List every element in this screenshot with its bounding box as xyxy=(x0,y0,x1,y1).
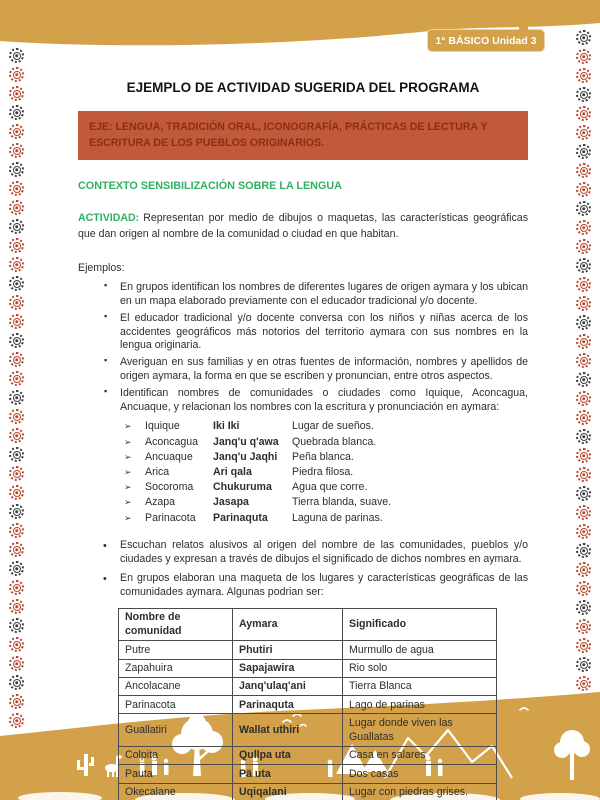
aymara-name-row xyxy=(124,495,528,510)
table-header-cell: Aymara xyxy=(233,608,343,641)
aymara-name-list xyxy=(124,419,528,525)
rosette-motif-icon xyxy=(576,277,591,292)
meaning-cell: Murmullo de agua xyxy=(343,641,497,659)
meaning-cell: Tierra Blanca xyxy=(343,677,497,695)
meaning-text: Lugar de sueños. xyxy=(292,420,374,433)
activity-text: Representan por medio de dibujos o maquetas, las características geográficas que dan origen al nombre de la comunidad o ciudad en que habitan. xyxy=(78,211,528,240)
aymara-name: Janq'u q'awa xyxy=(213,435,279,448)
rosette-motif-icon xyxy=(9,580,24,595)
place-name: Ancuaque xyxy=(145,450,193,463)
rosette-motif-icon xyxy=(576,163,591,178)
rosette-motif-icon xyxy=(9,295,24,310)
arrow-marker-icon: ➢ xyxy=(124,421,132,432)
arrow-marker-icon: ➢ xyxy=(124,436,132,447)
community-cell: Guallatiri xyxy=(119,714,233,747)
aymara-name: Jasapa xyxy=(213,496,249,509)
rosette-motif-icon xyxy=(576,505,591,520)
rosette-motif-icon xyxy=(9,105,24,120)
bullet-item: ▪ En grupos identifican los nombres de diferentes lugares de origen aymara y los ubican en un mapa elaborado previamente con el educador tradicional y/o docente. xyxy=(78,281,528,309)
rosette-motif-icon xyxy=(9,48,24,63)
rosette-motif-icon xyxy=(576,334,591,349)
context-heading: CONTEXTO SENSIBILIZACIÓN SOBRE LA LENGUA xyxy=(78,179,342,192)
community-cell: Colpita xyxy=(119,746,233,764)
rosette-motif-icon xyxy=(9,257,24,272)
rosette-motif-icon xyxy=(9,675,24,690)
rosette-motif-icon xyxy=(9,713,24,728)
community-cell: Parinacota xyxy=(119,696,233,714)
rosette-motif-icon xyxy=(9,124,24,139)
community-cell: Zapahuira xyxy=(119,659,233,677)
rosette-motif-icon xyxy=(9,371,24,386)
rosette-motif-icon xyxy=(576,467,591,482)
meaning-cell: Lugar donde viven las Guallatas xyxy=(343,714,497,747)
bullet-item: • En grupos elaboran una maqueta de los lugares y características geográficas de las comunidades aymara. Algunas podrian ser: xyxy=(78,572,528,600)
table-header-cell: Nombre de comunidad xyxy=(119,608,233,641)
aymara-cell: Sapajawira xyxy=(233,659,343,677)
rosette-motif-icon xyxy=(576,562,591,577)
aymara-name-row xyxy=(124,450,528,465)
table-header-cell: Significado xyxy=(343,608,497,641)
rosette-motif-icon xyxy=(576,30,591,45)
rosette-motif-icon xyxy=(9,618,24,633)
meaning-text: Laguna de parinas. xyxy=(292,511,383,524)
aymara-name-row xyxy=(124,465,528,480)
rosette-motif-icon xyxy=(9,504,24,519)
rosette-motif-icon xyxy=(576,676,591,691)
meaning-text: Peña blanca. xyxy=(292,450,354,463)
meaning-cell: Dos casas xyxy=(343,765,497,783)
rosette-motif-icon xyxy=(9,447,24,462)
bullet-item: ▪ El educador tradicional y/o docente conversa con los niños y niñas acerca de los accidentes geográficos más notorios del territorio aymara con sus nombres en la lengua originaria. xyxy=(78,312,528,354)
rosette-motif-icon xyxy=(576,353,591,368)
aymara-name: Janq'u Jaqhi xyxy=(213,450,278,463)
place-name: Iquique xyxy=(145,420,180,433)
arrow-marker-icon: ➢ xyxy=(124,451,132,462)
table-row xyxy=(119,765,497,783)
rosette-motif-icon xyxy=(9,219,24,234)
place-name: Azapa xyxy=(145,496,176,509)
activity-paragraph xyxy=(78,211,528,243)
rosette-motif-icon xyxy=(9,276,24,291)
meaning-text: Tierra blanda, suave. xyxy=(292,496,392,509)
activity-label: ACTIVIDAD: xyxy=(78,211,140,224)
arrow-marker-icon: ➢ xyxy=(124,512,132,523)
aymara-name: Iki Iki xyxy=(213,420,240,433)
aymara-cell: Qullpa uta xyxy=(233,746,343,764)
rosette-motif-icon xyxy=(576,296,591,311)
community-cell: Okecalane xyxy=(119,783,233,800)
rosette-motif-icon xyxy=(9,599,24,614)
aymara-name: Parinaquta xyxy=(213,511,268,524)
aymara-cell: Phutiri xyxy=(233,641,343,659)
arrow-marker-icon: ➢ xyxy=(124,482,132,493)
meaning-cell: Lago de parinas xyxy=(343,696,497,714)
rosette-motif-icon xyxy=(576,581,591,596)
meaning-cell: Lugar con piedras grises. xyxy=(343,783,497,800)
rosette-motif-icon xyxy=(576,543,591,558)
rosette-motif-icon xyxy=(9,162,24,177)
rosette-motif-icon xyxy=(576,391,591,406)
rosette-motif-icon xyxy=(9,67,24,82)
table-row xyxy=(119,746,497,764)
rosette-motif-icon xyxy=(576,87,591,102)
aymara-cell: Pä uta xyxy=(233,765,343,783)
rosette-motif-icon xyxy=(576,372,591,387)
aymara-name: Ari qala xyxy=(213,465,252,478)
rosette-motif-icon xyxy=(576,600,591,615)
rosette-motif-icon xyxy=(576,638,591,653)
aymara-name-row xyxy=(124,435,528,450)
meaning-text: Quebrada blanca. xyxy=(292,435,377,448)
bullet-item: ▪ Averiguan en sus familias y en otras fuentes de información, nombres y apellidos de origen aymara, la forma en que se escriben y pronuncian, entre otros aspectos. xyxy=(78,356,528,384)
rosette-motif-icon xyxy=(576,106,591,121)
rosette-motif-icon xyxy=(576,144,591,159)
rosette-motif-icon xyxy=(576,448,591,463)
rosette-motif-icon xyxy=(9,86,24,101)
rosette-motif-icon xyxy=(9,181,24,196)
rosette-motif-icon xyxy=(9,390,24,405)
square-bullet-list xyxy=(78,281,528,416)
meaning-cell: Rio solo xyxy=(343,659,497,677)
eje-banner: EJE: LENGUA, TRADICIÓN ORAL, ICONOGRAFÍA, PRÁCTICAS DE LECTURA Y ESCRITURA DE LOS PUEBLOS ORIGINARIOS. xyxy=(78,111,528,160)
meaning-text: Agua que corre. xyxy=(292,481,368,494)
aymara-cell: Uqiqalani xyxy=(233,783,343,800)
page-title: EJEMPLO DE ACTIVIDAD SUGERIDA DEL PROGRAMA xyxy=(126,80,480,95)
rosette-motif-icon xyxy=(9,143,24,158)
rosette-motif-icon xyxy=(576,619,591,634)
meaning-cell: Casa en salares xyxy=(343,746,497,764)
unit-badge: 1° BÁSICO Unidad 3 xyxy=(427,29,545,52)
rosette-motif-icon xyxy=(9,542,24,557)
rosette-motif-icon xyxy=(576,49,591,64)
rosette-motif-icon xyxy=(9,428,24,443)
rosette-motif-icon xyxy=(576,68,591,83)
rosette-motif-icon xyxy=(576,239,591,254)
examples-label: Ejemplos: xyxy=(78,261,125,274)
aymara-cell: Janq'ulaq'ani xyxy=(233,677,343,695)
arrow-marker-icon: ➢ xyxy=(124,466,132,477)
rosette-motif-icon xyxy=(576,258,591,273)
document-content xyxy=(78,74,528,800)
community-cell: Ancolacane xyxy=(119,677,233,695)
rosette-motif-icon xyxy=(9,561,24,576)
bullet-item: • Escuchan relatos alusivos al origen del nombre de las comunidades, pueblos y/o ciudades y expresan a través de dibujos el significado de dichos nombres en aymara. xyxy=(78,539,528,567)
place-name: Socoroma xyxy=(145,481,194,494)
rosette-motif-icon xyxy=(576,315,591,330)
rosette-motif-icon xyxy=(9,333,24,348)
table-row xyxy=(119,641,497,659)
place-name: Aconcagua xyxy=(145,435,199,448)
rosette-motif-icon xyxy=(9,637,24,652)
rosette-motif-icon xyxy=(9,409,24,424)
rosette-motif-icon xyxy=(576,657,591,672)
aymara-cell: Parinaquta xyxy=(233,696,343,714)
rosette-motif-icon xyxy=(9,523,24,538)
place-name: Arica xyxy=(145,465,170,478)
rosette-motif-icon xyxy=(576,125,591,140)
table-row xyxy=(119,659,497,677)
round-bullet-list xyxy=(78,539,528,600)
table-row xyxy=(119,696,497,714)
table-row xyxy=(119,714,497,747)
aymara-name-row xyxy=(124,511,528,526)
left-border-pattern xyxy=(9,48,24,728)
community-cell: Putre xyxy=(119,641,233,659)
table-header-row xyxy=(119,608,497,641)
rosette-motif-icon xyxy=(9,352,24,367)
rosette-motif-icon xyxy=(576,486,591,501)
meaning-text: Piedra filosa. xyxy=(292,465,354,478)
aymara-name: Chukuruma xyxy=(213,481,272,494)
rosette-motif-icon xyxy=(9,200,24,215)
rosette-motif-icon xyxy=(576,410,591,425)
arrow-marker-icon: ➢ xyxy=(124,497,132,508)
communities-table xyxy=(118,608,497,800)
table-row xyxy=(119,677,497,695)
community-cell: Pauta xyxy=(119,765,233,783)
rosette-motif-icon xyxy=(9,485,24,500)
rosette-motif-icon xyxy=(9,238,24,253)
rosette-motif-icon xyxy=(9,314,24,329)
bullet-item: ▪ Identifican nombres de comunidades o ciudades como Iquique, Aconcagua, Ancuaque, y relacionan los nombres con la escritura y pronunciación en aymara: xyxy=(78,387,528,415)
rosette-motif-icon xyxy=(576,201,591,216)
rosette-motif-icon xyxy=(9,656,24,671)
right-border-pattern xyxy=(576,30,591,691)
rosette-motif-icon xyxy=(9,466,24,481)
rosette-motif-icon xyxy=(576,429,591,444)
table-row xyxy=(119,783,497,800)
aymara-name-row xyxy=(124,419,528,434)
rosette-motif-icon xyxy=(576,182,591,197)
rosette-motif-icon xyxy=(9,694,24,709)
place-name: Parinacota xyxy=(145,511,196,524)
rosette-motif-icon xyxy=(576,220,591,235)
rosette-motif-icon xyxy=(576,524,591,539)
aymara-name-row xyxy=(124,480,528,495)
aymara-cell: Wallat uthiri xyxy=(233,714,343,747)
